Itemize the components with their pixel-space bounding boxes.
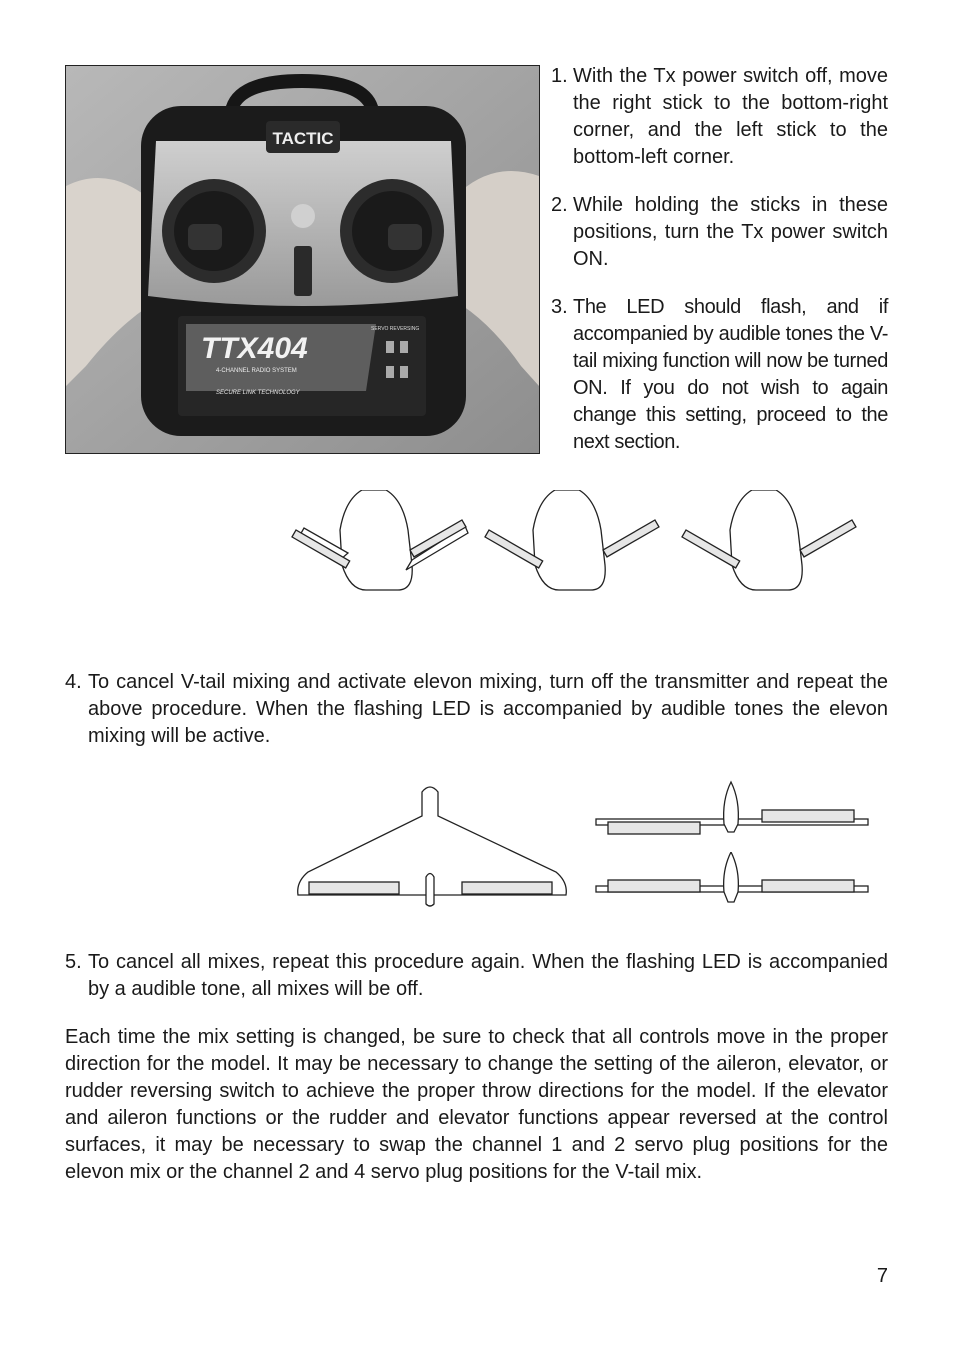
step-number: 1. [551, 65, 568, 87]
vtail-view-1 [292, 490, 468, 590]
step-text: With the Tx power switch off, move the right stick to the bottom-right corner, and the left stick to the bottom-left corner. [573, 65, 888, 168]
model-subtitle: 4-CHANNEL RADIO SYSTEM [216, 368, 297, 374]
vtail-diagram [290, 490, 870, 600]
step-number: 5. [65, 951, 82, 973]
servo-reversing-label: SERVO REVERSING [371, 326, 420, 332]
flying-wing-diagram [294, 782, 570, 908]
step-number: 4. [65, 671, 82, 693]
tech-label: SECURE LINK TECHNOLOGY [216, 390, 300, 396]
vtail-view-3 [682, 490, 856, 590]
vtail-view-2 [485, 490, 659, 590]
transmitter-photo [65, 65, 540, 454]
step-text: To cancel V-tail mixing and activate elevon mixing, turn off the transmitter and repeat the above procedure. When the flashing LED is accompanied by audible tones the elevon mixing will be active. [88, 671, 888, 747]
elevon-rear-view-same [594, 852, 870, 908]
elevon-rear-view-differential [594, 780, 870, 836]
step-text: While holding the sticks in these positions, turn the Tx power switch ON. [573, 194, 888, 270]
step-number: 3. [551, 296, 568, 318]
model-name: TTX404 [201, 332, 308, 365]
page-number: 7 [876, 1265, 888, 1287]
step-text: The LED should flash, and if accompanied by audible tones the V-tail mixing function will now be turned ON. If you do not wish to again change this setting, proceed to the next section. [573, 296, 888, 453]
step-text: To cancel all mixes, repeat this procedure again. When the flashing LED is accompanied by a audible tone, all mixes will be off. [88, 951, 888, 1000]
step-number: 2. [551, 194, 568, 216]
closing-paragraph: Each time the mix setting is changed, be sure to check that all controls move in the proper direction for the model. It may be necessary to change the setting of the aileron, elevator, or rudder reversing switch to achieve the proper throw directions for the model. If the elevator and aileron functions or the rudder and elevator functions appear reversed at the control surfaces, it may be necessary to swap the channel 1 and 2 servo plug positions for the elevon mix or the channel 2 and 4 servo plug positions for the V-tail mix. [65, 1026, 888, 1183]
tactic-logo: TACTIC [272, 129, 334, 148]
